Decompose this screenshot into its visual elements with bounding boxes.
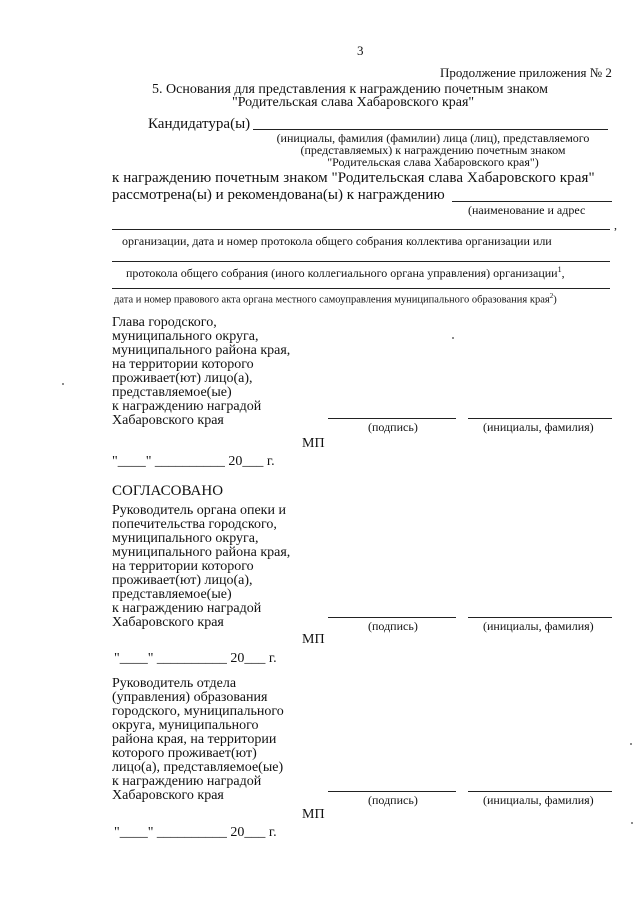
agreed-heading: СОГЛАСОВАНО: [112, 483, 224, 499]
org-hint-line3: протокола общего собрания (иного коллегиального органа управления) организации$^1$,: [126, 265, 565, 280]
section-title: 5. Основания для представления к награждению почетным знаком: [152, 82, 548, 97]
guardianship-seal: МП: [302, 632, 325, 647]
head-date[interactable]: "____" __________ 20___ г.: [112, 454, 275, 469]
education-initials-label: (инициалы, фамилия): [483, 793, 594, 807]
org-hint-name-address: (наименование и адрес: [468, 203, 586, 217]
guardianship-position-block: Руководитель органа опеки и попечительства городского, муниципального округа, муниципального района края, на территории которого проживает(ют) лицо(а), представляемое(ые) к награждению наградой Хабаровского края: [112, 503, 291, 630]
candidate-hint: (инициалы, фамилия (фамилии) лица (лиц), представляемого (представляемых) к награждению почетным знаком "Родительская слава Хабаровского края"): [276, 131, 590, 169]
comma-1: ,: [614, 218, 617, 232]
head-position-block: Глава городского, муниципального округа, муниципального района края, на территории которого проживает(ют) лицо(а), представляемое(ые) к награждению наградой Хабаровского края: [112, 315, 291, 428]
award-line: к награждению почетным знаком "Родительская слава Хабаровского края": [112, 170, 595, 186]
education-date[interactable]: "____" __________ 20___ г.: [114, 825, 277, 840]
guardianship-initials-line[interactable]: [468, 617, 612, 618]
head-signature-line[interactable]: [328, 418, 456, 419]
head-initials-line[interactable]: [468, 418, 612, 419]
candidate-label: Кандидатура(ы): [148, 116, 251, 132]
guardianship-initials-label: (инициалы, фамилия): [483, 619, 594, 633]
education-signature-label: (подпись): [368, 793, 418, 807]
recommended-line: рассмотрена(ы) и рекомендована(ы) к награждению: [112, 187, 445, 203]
guardianship-signature-line[interactable]: [328, 617, 456, 618]
appendix-label: Продолжение приложения № 2: [440, 65, 612, 80]
scan-speck: [630, 743, 632, 745]
scan-speck: [452, 337, 454, 339]
section-title-award: "Родительская слава Хабаровского края": [232, 95, 475, 110]
org-hint-line2: организации, дата и номер протокола общего собрания коллектива организации или: [122, 234, 552, 248]
org-field-line-2[interactable]: [112, 229, 610, 230]
candidate-field-line[interactable]: [253, 129, 608, 130]
education-position-block: Руководитель отдела (управления) образования городского, муниципального округа, муниципального района края, на территории которого проживает(ют) лицо(а), представляемое(ые) к награждению наградой Хабаровского края: [112, 676, 284, 803]
head-initials-label: (инициалы, фамилия): [483, 420, 594, 434]
guardianship-date[interactable]: "____" __________ 20___ г.: [114, 651, 277, 666]
org-field-line-4[interactable]: [112, 288, 610, 289]
org-field-line-1[interactable]: [452, 201, 612, 202]
scan-speck: [62, 383, 64, 385]
head-seal: МП: [302, 436, 325, 451]
guardianship-signature-label: (подпись): [368, 619, 418, 633]
scan-speck: [631, 822, 633, 824]
head-signature-label: (подпись): [368, 420, 418, 434]
education-seal: МП: [302, 807, 325, 822]
education-initials-line[interactable]: [468, 791, 612, 792]
page-number: 3: [357, 43, 364, 58]
org-hint-line4: дата и номер правового акта органа местного самоуправления муниципального образования края$^2$): [114, 292, 557, 306]
org-field-line-3[interactable]: [112, 261, 610, 262]
education-signature-line[interactable]: [328, 791, 456, 792]
